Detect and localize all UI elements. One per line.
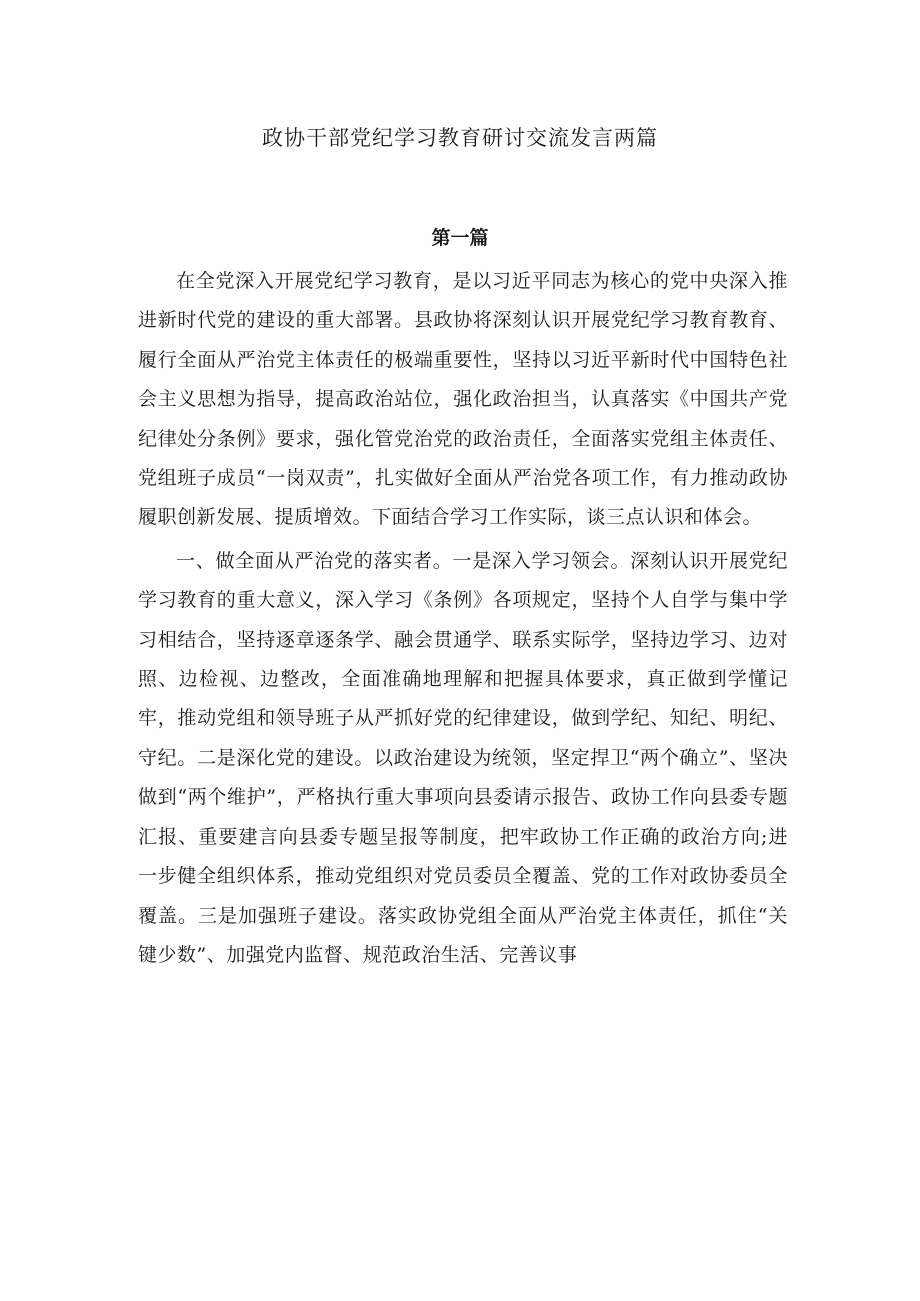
paragraph-intro: 在全党深入开展党纪学习教育，是以习近平同志为核心的党中央深入推进新时代党的建设的重大部署。县政协将深刻认识开展党纪学习教育教育、履行全面从严治党主体责任的极端重要性，坚持以习近平新时代中国特色社会主义思想为指导，提高政治站位，强化政治担当，认真落实《中国共产党纪律处分条例》要求，强化管党治党的政治责任，全面落实党组主体责任、党组班子成员“一岗双责”，扎实做好全面从严治党各项工作，有力推动政协履职创新发展、提质增效。下面结合学习工作实际，谈三点认识和体会。 (138, 270, 788, 529)
document-body (138, 262, 788, 975)
document-title: 政协干部党纪学习教育研讨交流发言两篇 (262, 126, 658, 150)
section-heading: 第一篇 (431, 227, 489, 249)
paragraph-point-one: 一、做全面从严治党的落实者。一是深入学习领会。深刻认识开展党纪学习教育的重大意义，深入学习《条例》各项规定，坚持个人自学与集中学习相结合，坚持逐章逐条学、融会贯通学、联系实际学，坚持边学习、边对照、边检视、边整改，全面准确地理解和把握具体要求，真正做到学懂记牢，推动党组和领导班子从严抓好党的纪律建设，做到学纪、知纪、明纪、守纪。二是深化党的建设。以政治建设为统领，坚定捍卫“两个确立”、坚决做到“两个维护”，严格执行重大事项向县委请示报告、政协工作向县委专题汇报、重要建言向县委专题呈报等制度，把牢政协工作正确的政治方向;进一步健全组织体系，推动党组织对党员委员全覆盖、党的工作对政协委员全覆盖。三是加强班子建设。落实政协党组全面从严治党主体责任，抓住“关键少数”、加强党内监督、规范政治生活、完善议事 (138, 549, 788, 966)
